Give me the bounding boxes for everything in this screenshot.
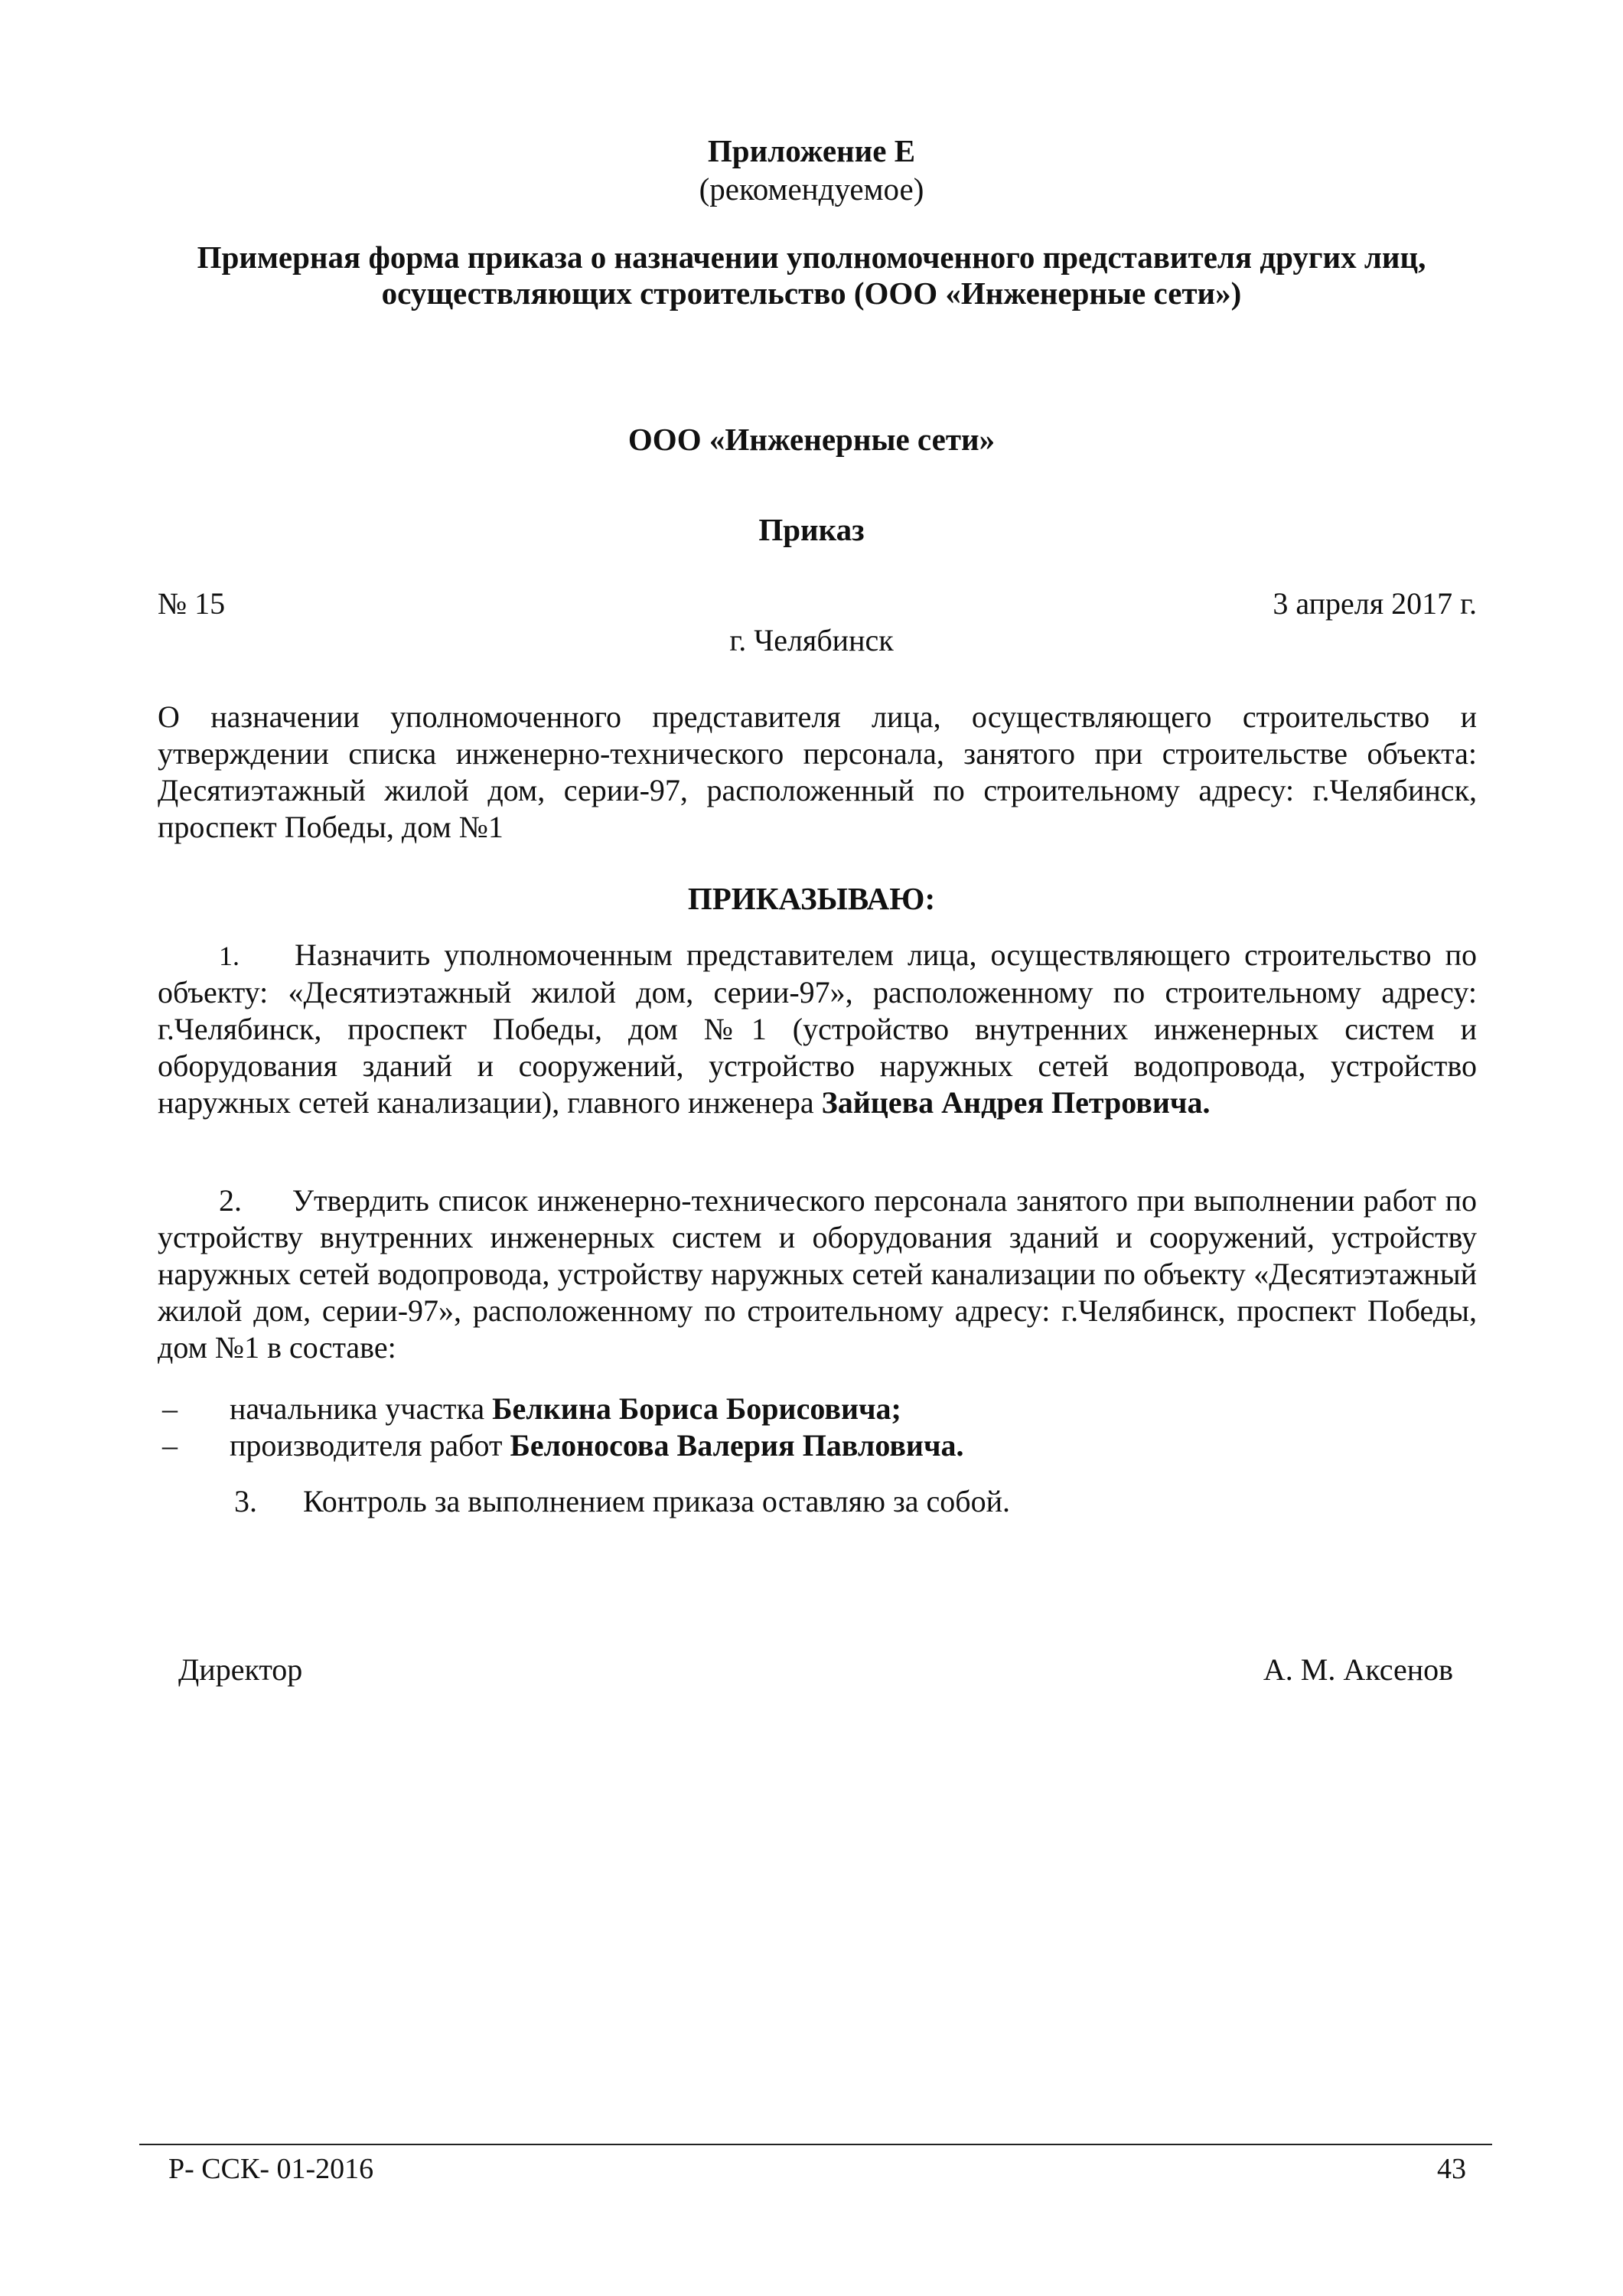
staff-item	[162, 1427, 964, 1464]
item-1-assignee: Зайцева Андрея Петровича.	[821, 1085, 1211, 1120]
item-2-text: Утвердить список инженерно-технического персонала занятого при выполнении работ по устройству внутренних инженерных систем и оборудования зданий и сооружений, устройству наружных сетей водопровода, устройству наружных сетей канализации по объекту «Десятиэтажный жилой дом, серии-97», расположенному по строительному адресу: г.Челябинск, проспект Победы, дом №1 в составе:	[158, 1183, 1477, 1365]
dash-bullet: –	[162, 1428, 178, 1463]
form-title-line1: Примерная форма приказа о назначении уполномоченного представителя других лиц,	[197, 240, 1426, 275]
organization-name: ООО «Инженерные сети»	[627, 422, 996, 457]
item-2-number: 2.	[219, 1183, 242, 1218]
footer-divider	[139, 2144, 1492, 2145]
order-number: № 15	[158, 586, 226, 621]
dash-bullet: –	[162, 1391, 178, 1426]
staff-name: Белкина Бориса Борисовича;	[492, 1391, 901, 1426]
staff-name: Белоносова Валерия Павловича.	[510, 1428, 964, 1463]
item-1-number: 1.	[219, 941, 240, 971]
document-type: Приказ	[758, 512, 865, 547]
order-date: 3 апреля 2017 г.	[1273, 586, 1477, 621]
directive-heading: ПРИКАЗЫВАЮ:	[687, 881, 936, 916]
footer-page-number: 43	[1437, 2153, 1466, 2185]
appendix-subtitle: (рекомендуемое)	[699, 171, 924, 207]
item-3-text: Контроль за выполнением приказа оставляю за собой.	[303, 1484, 1011, 1518]
staff-item	[162, 1391, 901, 1427]
staff-role: начальника участка	[230, 1391, 493, 1426]
item-3-number: 3.	[234, 1484, 257, 1518]
footer-doc-code: Р- ССК- 01-2016	[168, 2153, 374, 2185]
signature-position: Директор	[178, 1652, 303, 1687]
item-1-text: Назначить уполномоченным представителем лица, осуществляющего строительство по объекту: «Десятиэтажный жилой дом, серии-97», расположенному по строительному адресу: г.Челябинск, проспект Победы, дом №1 (устройство внутренних инженерных систем и оборудования зданий и сооружений, устройство наружных сетей водопровода, устройство наружных сетей канализации), главного инженера	[158, 938, 1477, 1120]
staff-role: производителя работ	[230, 1428, 510, 1463]
order-subject: О назначении уполномоченного представителя лица, осуществляющего строительство и утверждении списка инженерно-технического персонала, занятого при строительстве объекта: Десятиэтажный жилой дом, серии-97, расположенный по строительному адресу: г.Челябинск, проспект Победы, дом №1	[158, 700, 1477, 844]
order-item-2	[158, 1182, 1477, 1366]
signature-name: А. М. Аксенов	[1263, 1652, 1453, 1687]
appendix-title: Приложение Е	[707, 133, 916, 168]
form-title	[0, 240, 1623, 311]
order-city: г. Челябинск	[729, 623, 894, 657]
order-item-1	[158, 937, 1477, 1121]
form-title-line2: осуществляющих строительство (ООО «Инженерные сети»)	[381, 276, 1242, 311]
